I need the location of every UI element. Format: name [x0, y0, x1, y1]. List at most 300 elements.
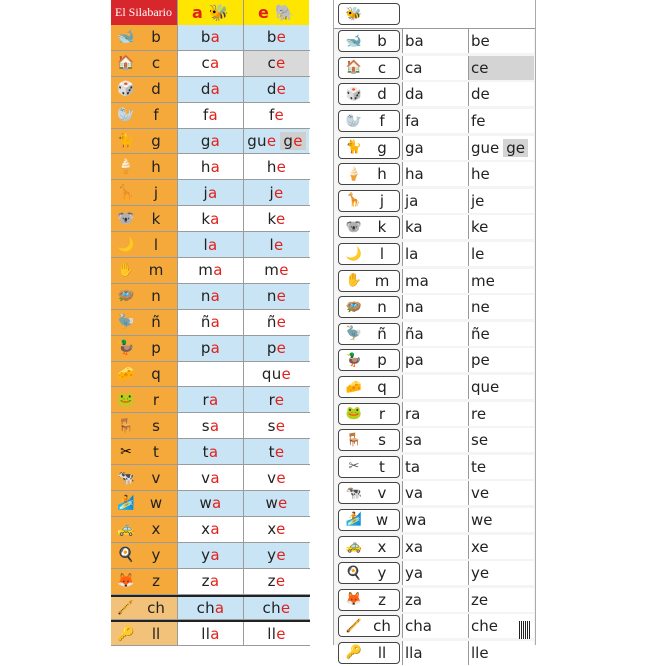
- bw-syllable-e: [468, 109, 534, 133]
- bw-syllable-e-text: ce: [471, 58, 489, 77]
- vowel-mark: a: [210, 209, 220, 228]
- consonant-label: l: [153, 235, 159, 254]
- vowel-mark: a: [210, 287, 221, 306]
- cow-icon: 🐄: [117, 469, 135, 486]
- syllable-e-text: ke: [267, 209, 286, 228]
- syllable-e: [243, 465, 309, 490]
- vowel-mark: e: [275, 416, 286, 435]
- rhea-icon: 🦤: [117, 314, 135, 331]
- consonant-label: c: [151, 54, 161, 73]
- syllable-a: [177, 180, 243, 205]
- frog-icon: 🐸: [345, 406, 363, 422]
- bw-consonant-label: z: [378, 590, 386, 609]
- syllable-e: [243, 543, 309, 568]
- syllable-e-text: be: [266, 28, 287, 47]
- bw-syllable-e-text: fe: [471, 112, 486, 131]
- vowel-e-letter: e: [258, 3, 269, 22]
- bw-syllable-e: [468, 82, 534, 106]
- letter-cell: [111, 310, 177, 335]
- bw-syllable-e: [468, 375, 534, 399]
- vowel-mark: e: [276, 468, 286, 487]
- syllable-a-text: sa: [201, 416, 220, 435]
- bw-syllable-a: [402, 535, 468, 559]
- letter-cell: [111, 543, 177, 568]
- bw-syllable-e-text: te: [471, 457, 487, 476]
- vowel-mark: a: [213, 261, 223, 280]
- syllable-a: [177, 129, 243, 154]
- syllable-e: [243, 387, 309, 412]
- vowel-mark: e: [274, 442, 285, 461]
- letter-cell: [111, 517, 177, 542]
- bw-syllable-a-text: cha: [405, 617, 432, 636]
- cheese-icon: 🧀: [345, 379, 363, 395]
- consonant-label: q: [151, 365, 161, 384]
- bw-syllable-e-text: ne: [471, 298, 490, 317]
- letter-cell: [111, 362, 177, 387]
- syllable-e-text: gue: [247, 132, 277, 150]
- letter-cell: [111, 439, 177, 464]
- windsurf-icon: 🏄: [117, 495, 135, 512]
- bw-syllable-e: [468, 588, 534, 612]
- letter-cell: [111, 597, 177, 620]
- vowel-mark: e: [273, 235, 284, 254]
- house-icon: 🏠: [345, 60, 363, 76]
- vowel-mark: a: [210, 520, 220, 539]
- bw-letter-box: [338, 296, 400, 318]
- syllable-e-text: pe: [266, 339, 287, 358]
- syllable-a-text: fa: [202, 106, 219, 125]
- bw-letter-box: [338, 30, 400, 52]
- syllable-a: [177, 387, 243, 412]
- bw-syllable-e: [468, 481, 534, 505]
- bw-syllable-a-text: ja: [405, 191, 419, 210]
- vowel-mark: e: [278, 494, 288, 513]
- syllable-e-text: lle: [267, 624, 286, 643]
- nest-icon: 🪺: [117, 288, 135, 305]
- bw-consonant-label: r: [378, 404, 386, 423]
- bw-header-box: [338, 3, 400, 25]
- syllable-e: [243, 206, 309, 231]
- letter-cell: [111, 77, 177, 102]
- syllable-e-text: che: [262, 599, 291, 618]
- bw-syllable-a: [402, 455, 468, 479]
- bw-consonant-label: f: [379, 112, 385, 131]
- bw-syllable-a: [402, 508, 468, 532]
- bw-syllable-e: [468, 189, 534, 213]
- bw-syllable-e: [468, 428, 534, 452]
- syllable-e-text: te: [268, 442, 285, 461]
- vowel-mark: a: [208, 442, 219, 461]
- bw-syllable-e: [468, 136, 534, 160]
- bw-letter-box: [338, 243, 400, 265]
- bw-syllable-a: [402, 29, 468, 53]
- syllable-row: [111, 206, 310, 232]
- vowel-mark: a: [214, 599, 225, 618]
- bw-syllable-row: [334, 55, 535, 82]
- bw-syllable-a-text: da: [405, 85, 424, 104]
- bw-consonant-label: q: [377, 378, 387, 397]
- giraffe-icon: 🦒: [117, 184, 135, 201]
- syllable-e-text: xe: [267, 520, 286, 539]
- bw-consonant-label: ch: [373, 617, 391, 636]
- consonant-label: h: [151, 157, 161, 176]
- syllable-e-text: que: [261, 365, 292, 384]
- bw-syllable-e-text: ke: [471, 218, 489, 237]
- bw-syllable-e-text: que: [471, 378, 500, 397]
- vowel-mark: e: [274, 390, 285, 409]
- bw-syllable-e: [468, 56, 534, 80]
- bw-consonant-label: v: [377, 484, 387, 503]
- syllable-a-text: xa: [201, 520, 220, 539]
- syllable-e: [243, 129, 309, 154]
- bw-consonant-label: p: [377, 351, 387, 370]
- letter-cell: [111, 569, 177, 594]
- syllable-a-text: ba: [200, 28, 221, 47]
- egg-icon: 🍳: [345, 565, 363, 581]
- syllable-a: [177, 336, 243, 361]
- bw-syllable-e-text: xe: [471, 537, 489, 556]
- bw-syllable-e-text: be: [471, 32, 490, 51]
- syllable-a-text: ka: [201, 209, 220, 228]
- syllable-e: [243, 362, 309, 387]
- consonant-label: d: [151, 80, 161, 99]
- vowel-mark: e: [276, 287, 287, 306]
- syllable-e-text: fe: [268, 106, 285, 125]
- syllable-a-text: cha: [196, 599, 225, 618]
- syllable-e-text: ñe: [266, 313, 287, 332]
- bw-letter-box: [338, 163, 400, 185]
- syllable-a-text: ma: [198, 261, 223, 280]
- bw-syllable-row: [334, 108, 535, 135]
- bw-syllable-e: [468, 322, 534, 346]
- hand-icon: ✋: [117, 262, 135, 279]
- bw-syllable-a-text: lla: [405, 643, 423, 662]
- syllable-a: [177, 206, 243, 231]
- bw-syllable-e-text: je: [471, 191, 485, 210]
- pipe-icon: 🪈: [117, 600, 135, 617]
- bw-syllable-row: [334, 161, 535, 188]
- egg-icon: 🍳: [117, 547, 135, 564]
- bw-syllable-row: [334, 586, 535, 613]
- consonant-label: s: [152, 416, 160, 435]
- vowel-mark: a: [210, 468, 220, 487]
- syllable-a: [177, 543, 243, 568]
- vowel-mark: e: [293, 132, 303, 150]
- letter-cell: [111, 622, 177, 645]
- syllable-e: [243, 439, 309, 464]
- whale-icon: 🐋: [345, 33, 363, 49]
- duck-icon: 🦆: [345, 352, 363, 368]
- syllable-e: [243, 103, 309, 128]
- letter-cell: [111, 413, 177, 438]
- syllable-a-text: ya: [201, 546, 220, 565]
- vowel-mark: a: [210, 546, 220, 565]
- bw-consonant-label: y: [377, 564, 387, 583]
- bw-syllable-a: [402, 136, 468, 160]
- syllable-a-text: ca: [201, 54, 220, 73]
- syllable-row: [111, 336, 310, 362]
- bw-letter-box: [338, 270, 400, 292]
- syllable-a: [177, 284, 243, 309]
- syllable-e: [243, 310, 309, 335]
- bw-syllable-a: [402, 242, 468, 266]
- fox-icon: 🦊: [345, 592, 363, 608]
- bw-syllable-e-text: ve: [471, 484, 490, 503]
- bw-syllable-a-text: pa: [405, 351, 424, 370]
- vowel-mark: a: [210, 54, 220, 73]
- bw-syllable-a: [402, 322, 468, 346]
- bw-syllable-a: [402, 189, 468, 213]
- bw-chart-rows: [334, 28, 535, 666]
- bw-syllable-row: [334, 533, 535, 560]
- bw-syllable-a-text: fa: [405, 112, 420, 131]
- consonant-label: g: [151, 132, 161, 150]
- cheese-icon: 🧀: [117, 366, 135, 383]
- vowel-mark: a: [210, 80, 221, 99]
- syllable-a: [177, 413, 243, 438]
- syllable-a: [177, 491, 243, 516]
- koala-icon: 🐨: [345, 219, 363, 235]
- bw-syllable-a: [402, 82, 468, 106]
- syllable-e: [243, 25, 309, 50]
- bw-syllable-e: [468, 561, 534, 585]
- vowel-mark: a: [210, 157, 221, 176]
- die-icon: 🎲: [345, 86, 363, 102]
- bw-syllable-a-text: la: [405, 245, 419, 264]
- letter-cell: [111, 284, 177, 309]
- bw-syllable-row: [334, 347, 535, 374]
- syllable-e-text: re: [268, 390, 285, 409]
- bw-syllable-row: [334, 560, 535, 587]
- bw-syllable-e-text: ye: [471, 564, 490, 583]
- bw-letter-box: [338, 137, 400, 159]
- bw-syllable-e-text: lle: [471, 643, 489, 662]
- bw-syllable-e: [468, 402, 534, 426]
- syllable-a-text: za: [201, 572, 220, 591]
- bw-syllable-a: [402, 614, 468, 638]
- bw-consonant-label: m: [374, 271, 390, 290]
- syllable-e: [243, 77, 309, 102]
- vowel-mark: e: [276, 520, 286, 539]
- bw-syllable-row: [334, 374, 535, 401]
- syllable-row: [111, 51, 310, 77]
- syllable-e: [243, 284, 309, 309]
- bw-syllable-row: [334, 400, 535, 427]
- syllable-row: [111, 284, 310, 310]
- syllable-a-text: ja: [203, 183, 218, 202]
- consonant-label: j: [153, 183, 159, 202]
- letter-cell: [111, 154, 177, 179]
- vowel-mark: e: [276, 339, 287, 358]
- chart-title: El Silabario: [111, 0, 177, 25]
- syllable-a-text: lla: [201, 624, 220, 643]
- bw-syllable-row: [334, 427, 535, 454]
- syllable-a: [177, 25, 243, 50]
- bw-consonant-label: t: [379, 457, 385, 476]
- syllable-a: [177, 103, 243, 128]
- bw-syllable-a-text: na: [405, 298, 424, 317]
- letter-cell: [111, 336, 177, 361]
- bw-syllabary-chart: [333, 0, 536, 662]
- bw-syllable-a-text: za: [405, 590, 423, 609]
- bw-syllable-e: [468, 455, 534, 479]
- bw-syllable-a-text: ña: [405, 324, 424, 343]
- giraffe-icon: 🦒: [345, 193, 363, 209]
- bw-letter-box: [338, 536, 400, 558]
- bw-syllable-a-text: xa: [405, 537, 424, 556]
- syllable-a-text: la: [203, 235, 218, 254]
- bw-syllable-a: [402, 215, 468, 239]
- bw-consonant-label: k: [377, 218, 387, 237]
- bw-syllable-a: [402, 561, 468, 585]
- bw-syllable-row: [334, 613, 535, 640]
- syllable-a: [177, 362, 243, 387]
- house-icon: 🏠: [117, 55, 135, 72]
- bw-letter-box: [338, 589, 400, 611]
- bw-syllable-a: [402, 402, 468, 426]
- syllable-row: [111, 154, 310, 180]
- color-chart-rows: [111, 25, 310, 646]
- syllable-row: [111, 258, 310, 284]
- bw-consonant-label: ll: [377, 643, 387, 662]
- syllable-a-text: ga: [200, 132, 221, 150]
- syllable-row: [111, 387, 310, 413]
- ice-cream-icon: 🍦: [345, 166, 363, 182]
- bw-header-icon: 🐝: [345, 6, 363, 22]
- syllable-row: [111, 491, 310, 517]
- syllable-a: [177, 439, 243, 464]
- vowel-mark: a: [208, 106, 219, 125]
- syllable-e: [243, 336, 309, 361]
- syllable-e: [243, 51, 309, 76]
- bw-syllable-a-text: ca: [405, 58, 423, 77]
- letter-cell: [111, 206, 177, 231]
- bw-letter-box: [338, 562, 400, 584]
- vowel-mark: e: [274, 106, 285, 125]
- syllable-e-text: he: [266, 157, 287, 176]
- letter-cell: [111, 103, 177, 128]
- syllable-row: [111, 413, 310, 439]
- bw-syllable-e-text: che: [471, 617, 498, 636]
- key-icon: 🔑: [117, 625, 135, 642]
- bw-syllable-a: [402, 295, 468, 319]
- bw-syllable-a: [402, 428, 468, 452]
- syllable-e: [243, 180, 309, 205]
- syllable-e: [243, 517, 309, 542]
- bw-syllable-e: [468, 295, 534, 319]
- vowel-mark: e: [276, 546, 286, 565]
- color-chart-header: [111, 0, 310, 25]
- letter-cell: [111, 491, 177, 516]
- cow-icon: 🐄: [345, 485, 363, 501]
- bw-consonant-label: ñ: [377, 324, 387, 343]
- bw-syllable-e: [468, 162, 534, 186]
- syllable-a-text: pa: [200, 339, 221, 358]
- bw-syllable-e-text: gue: [471, 138, 500, 157]
- bw-syllable-a-text: ga: [405, 138, 424, 157]
- consonant-label: p: [151, 339, 161, 358]
- syllable-a: [177, 465, 243, 490]
- bw-syllable-e: [468, 29, 534, 53]
- bw-consonant-label: b: [377, 32, 387, 51]
- bw-syllable-a-text: ha: [405, 165, 424, 184]
- bw-letter-box: [338, 403, 400, 425]
- vowel-mark: e: [276, 157, 287, 176]
- letter-cell: [111, 465, 177, 490]
- bw-syllable-e-text: ze: [471, 590, 489, 609]
- vowel-mark: a: [209, 416, 220, 435]
- bw-letter-box: [338, 429, 400, 451]
- bw-syllable-row: [334, 480, 535, 507]
- vowel-mark: e: [276, 624, 286, 643]
- vowel-mark: e: [276, 28, 287, 47]
- bw-syllable-e-text: le: [471, 245, 485, 264]
- bw-letter-box: [338, 509, 400, 531]
- bw-letter-box: [338, 190, 400, 212]
- die-icon: 🎲: [117, 81, 135, 98]
- letter-cell: [111, 129, 177, 154]
- syllable-row: [111, 362, 310, 388]
- vowel-mark: a: [212, 494, 222, 513]
- bw-syllable-e-text: de: [471, 85, 490, 104]
- cat-icon: 🐈: [345, 140, 363, 156]
- syllable-e-text: we: [265, 494, 288, 513]
- pipe-icon: 🪈: [345, 618, 363, 634]
- syllable-e: [243, 154, 309, 179]
- syllable-a: [177, 569, 243, 594]
- syllable-a: [177, 77, 243, 102]
- bw-syllable-a-text: ya: [405, 564, 424, 583]
- bw-consonant-label: d: [377, 85, 387, 104]
- consonant-label: t: [153, 442, 159, 461]
- consonant-label: ll: [151, 624, 161, 643]
- bw-consonant-label: l: [379, 245, 385, 264]
- vowel-mark: e: [273, 183, 284, 202]
- moon-icon: 🌙: [117, 236, 135, 253]
- bw-syllable-a-text: va: [405, 484, 424, 503]
- syllable-e-text: le: [269, 235, 284, 254]
- letter-cell: [111, 258, 177, 283]
- duck-icon: 🦆: [117, 340, 135, 357]
- scissors-icon: ✂: [348, 459, 360, 475]
- syllable-a: [177, 517, 243, 542]
- syllable-row: [111, 25, 310, 51]
- syllable-e-text: de: [266, 80, 287, 99]
- bw-letter-box: [338, 110, 400, 132]
- bw-syllable-row: [334, 294, 535, 321]
- bw-syllable-row: [334, 454, 535, 481]
- vowel-mark: a: [210, 339, 221, 358]
- bw-syllable-row: [334, 28, 535, 55]
- bw-consonant-label: h: [377, 165, 387, 184]
- consonant-label: ch: [147, 599, 165, 618]
- syllable-e: [243, 491, 309, 516]
- bw-syllable-e: [468, 215, 534, 239]
- bw-syllable-a-text: sa: [405, 431, 423, 450]
- bw-syllable-row: [334, 321, 535, 348]
- bw-syllable-row: [334, 267, 535, 294]
- bw-syllable-row: [334, 134, 535, 161]
- ice-cream-icon: 🍦: [117, 158, 135, 175]
- syllable-a-text: ha: [200, 157, 221, 176]
- vowel-mark: a: [207, 183, 218, 202]
- syllable-row: [111, 620, 310, 646]
- chair-icon: 🪑: [117, 417, 135, 434]
- bw-letter-box: [338, 615, 400, 637]
- vowel-mark: e: [275, 209, 286, 228]
- syllable-a-text: ña: [200, 313, 221, 332]
- syllable-e-text: ze: [267, 572, 286, 591]
